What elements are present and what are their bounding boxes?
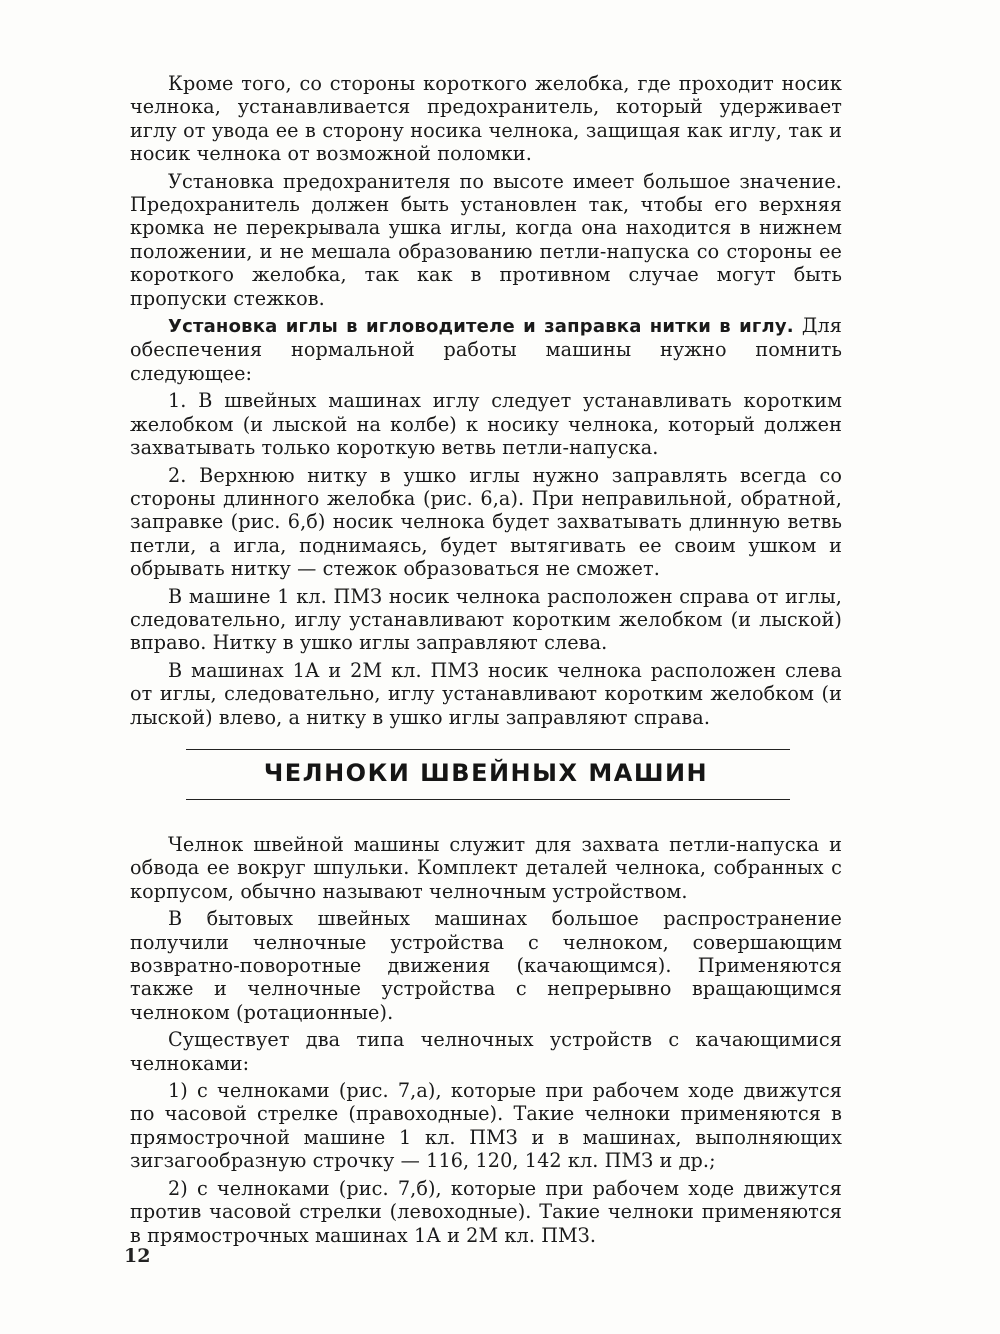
paragraph-two-types: Существует два типа челночных устройств с качающимися челноками: (130, 1028, 842, 1075)
paragraph-machine-1: В машине 1 кл. ПМЗ носик челнока расположен справа от иглы, следовательно, иглу устанавливают коротким желобком (и лыской) вправо. Нитку в ушко иглы заправляют слева. (130, 584, 842, 655)
paragraph-machine-1a-2m: В машинах 1А и 2М кл. ПМЗ носик челнока расположен слева от иглы, следовательно, иглу устанавливают коротким желобком (и лыской) влево, а нитку в ушко иглы заправляют справа. (130, 658, 842, 729)
heading-rule-bottom (186, 799, 790, 800)
list-item: 2) с челноками (рис. 7,б), которые при рабочем ходе движутся против часовой стрелки (левоходные). Такие челноки применяются в прямострочных машинах 1А и 2М кл. ПМЗ. (130, 1176, 842, 1247)
paragraph-safety-guard: Кроме того, со стороны короткого желобка, где проходит носик челнока, устанавливается предохранитель, который удерживает иглу от увода ее в сторону носика челнока, защищая как иглу, так и носик челнока от возможной поломки. (130, 72, 842, 166)
intro-text-block (130, 72, 842, 733)
paragraph-shuttle-purpose: Челнок швейной машины служит для захвата петли-напуска и обвода ее вокруг шпульки. Комплект деталей челнока, собранных с корпусом, обычно называют челночным устройством. (130, 833, 842, 903)
section-heading: ЧЕЛНОКИ ШВЕЙНЫХ МАШИН (263, 759, 709, 787)
list-item: 1. В швейных машинах иглу следует устанавливать коротким желобком (и лыской на колбе) к носику челнока, который должен захватывать только короткую ветвь петли-напуска. (130, 389, 842, 460)
paragraph-needle-setup (130, 314, 842, 385)
list-item: 1) с челноками (рис. 7,а), которые при рабочем ходе движутся по часовой стрелке (правоходные). Такие челноки применяются в прямострочной машине 1 кл. ПМЗ и в машинах, выполняющих зигзагообразную строчку — 116, 120, 142 кл. ПМЗ и др.; (130, 1079, 842, 1173)
paragraph-shuttle-types: В бытовых швейных машинах большое распространение получили челночные устройства с челноком, совершающим возвратно-поворотные движения (качающимся). Применяются также и челночные устройства с непрерывно вращающимся челноком (ротационные). (130, 907, 842, 1024)
needle-section-title: Установка иглы в игловодителе и заправка нитки в иглу. (168, 316, 794, 338)
paragraph-guard-height: Установка предохранителя по высоте имеет большое значение. Предохранитель должен быть установлен так, чтобы его верхняя кромка не перекрывала ушка иглы, когда она находится в нижнем положении, и не мешала образованию петли-напуска со стороны ее короткого желобка, так как в противном случае могут быть пропуски стежков. (130, 169, 842, 310)
page-number: 12 (124, 1245, 151, 1267)
shuttle-text-block (130, 833, 842, 1251)
needle-section-lead: Для обеспечения нормальной работы машины нужно помнить следующее: (130, 314, 843, 385)
heading-rule-top (186, 749, 790, 750)
list-item: 2. Верхнюю нитку в ушко иглы нужно заправлять всегда со стороны длинного желобка (рис. 6,а). При неправильной, обратной, заправке (рис. 6,б) носик челнока будет захватывать длинную ветвь петли, а игла, поднимаясь, будет вытягивать ее своим ушком и обрывать нитку — стежок образоваться не сможет. (130, 463, 842, 581)
